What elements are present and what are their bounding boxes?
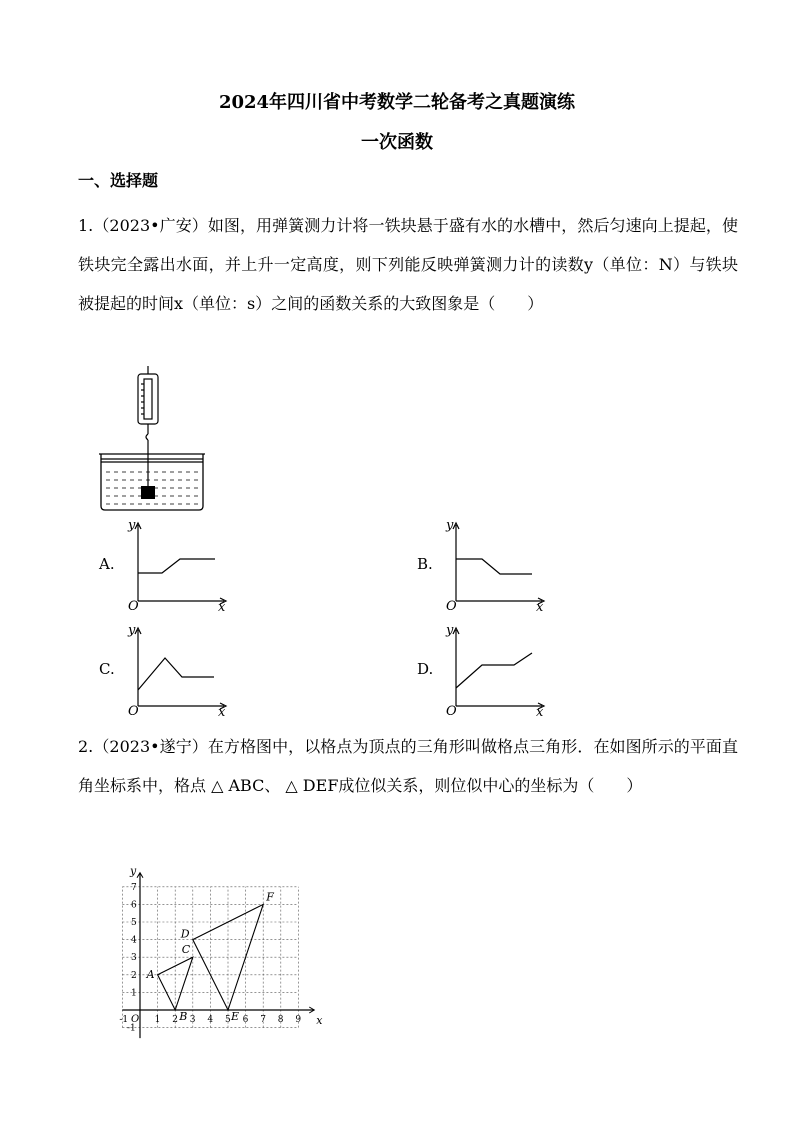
page-subtitle: 一次函数 <box>361 132 433 153</box>
section-heading: 一、选择题 <box>78 171 159 190</box>
x-axis-label: x <box>218 705 226 718</box>
x-tick-label: 5 <box>225 1015 231 1025</box>
spring-balance-figure <box>98 362 210 514</box>
origin-label: O <box>446 599 457 613</box>
point-label-f: F <box>266 890 274 904</box>
y-tick-label: 2 <box>131 970 137 981</box>
option-d-graph[interactable] <box>438 620 550 718</box>
y-axis-label: y <box>128 623 136 638</box>
x-axis-label: x <box>536 600 544 613</box>
y-tick-label: 7 <box>131 882 137 893</box>
y-axis-label: y <box>130 864 137 878</box>
x-tick-label: 1 <box>154 1015 161 1025</box>
y-tick-label: 1 <box>131 988 137 999</box>
x-tick-label: 3 <box>189 1015 196 1025</box>
option-d-label: D. <box>417 660 434 678</box>
y-tick-label: 5 <box>131 918 137 928</box>
y-tick-label: 3 <box>131 953 137 964</box>
coordinate-grid-figure <box>110 855 330 1045</box>
option-b-curve <box>456 559 532 574</box>
option-a-label: A. <box>99 555 115 573</box>
option-c-graph[interactable] <box>120 620 232 718</box>
y-axis-label: y <box>446 518 454 533</box>
option-a-graph[interactable] <box>120 515 232 613</box>
option-d-curve <box>456 653 532 688</box>
x-tick-label: 9 <box>295 1015 302 1025</box>
x-axis-label: x <box>218 600 226 613</box>
origin-label: O <box>446 704 457 718</box>
page-title: 2024年四川省中考数学二轮备考之真题演练 <box>218 92 576 113</box>
x-tick-label: O <box>131 1014 140 1025</box>
point-label-d: D <box>180 927 190 941</box>
x-tick-label: 4 <box>207 1015 214 1025</box>
origin-label: O <box>128 599 139 613</box>
point-label-b: B <box>179 1010 188 1023</box>
question-1-text: 1.（2023•广安）如图，用弹簧测力计将一铁块悬于盛有水的水槽中，然后匀速向上提起，使铁块完全露出水面，并上升一定高度，则下列能反映弹簧测力计的读数y（单位：N）与铁块被提起的时间x（单位：s）之间的函数关系的大致图象是（ ） <box>78 216 738 313</box>
origin-label: O <box>128 704 139 718</box>
x-tick-label: 2 <box>172 1015 178 1025</box>
point-label-e: E <box>231 1010 240 1023</box>
y-axis-label: y <box>128 518 136 533</box>
option-c-curve <box>138 658 214 690</box>
y-tick-label: -1 <box>127 1023 136 1034</box>
option-a-curve <box>138 559 215 573</box>
y-tick-label: 4 <box>131 935 137 946</box>
option-c-label: C. <box>99 660 115 678</box>
option-b-graph[interactable] <box>438 515 550 613</box>
option-b-label: B. <box>417 555 433 573</box>
question-2-text: 2.（2023•遂宁）在方格图中，以格点为顶点的三角形叫做格点三角形．在如图所示的平面直角坐标系中，格点 △ ABC、 △ DEF成位似关系，则位似中心的坐标为（ ） <box>78 737 738 795</box>
x-axis-label: x <box>316 1014 323 1027</box>
point-label-c: C <box>181 943 191 957</box>
water-tank-icon <box>99 454 205 510</box>
iron-block-icon <box>141 486 155 499</box>
x-axis-label: x <box>536 705 544 718</box>
x-tick-label: 7 <box>260 1015 266 1025</box>
y-tick-label: 6 <box>131 900 137 911</box>
y-axis-label: y <box>446 623 454 638</box>
x-tick-label: 6 <box>242 1015 249 1025</box>
x-tick-label: -1 <box>119 1015 129 1025</box>
spring-scale-icon <box>138 366 158 486</box>
x-tick-label: 8 <box>277 1015 284 1025</box>
point-label-a: A <box>146 967 155 981</box>
